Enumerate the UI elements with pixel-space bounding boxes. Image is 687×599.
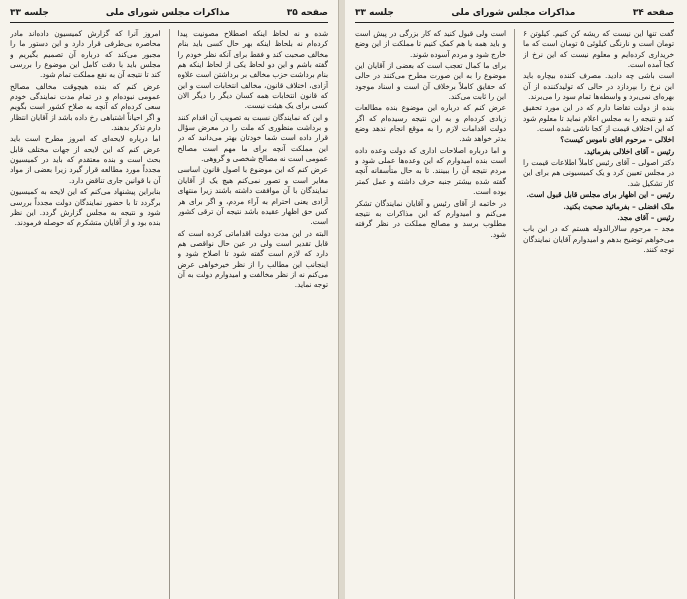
- paragraph: البته در این مدت دولت اقداماتی کرده است که قابل تقدیر است ولی در عین حال نواقصی هم دارد که لازم است گفته شود تا اصلاح شود و اینجانب این مطالب را از نظر خیرخواهی عرض می‌کنم نه از نظر مخالفت و امیدوارم دولت به آن توجه نماید.: [177, 228, 328, 290]
- paragraph: بنده از دولت تقاضا دارم که در این مورد تحقیق کند و نتیجه را به مجلس اعلام نماید تا معلوم شود که این اختلاف قیمت از کجا ناشی شده است.: [523, 103, 674, 134]
- page-title: مذاکرات مجلس شورای ملی: [105, 8, 230, 18]
- column-divider: [169, 29, 170, 599]
- paragraph: شده و نه لحاظ اینکه اصطلاح مصونیت پیدا کرده‌ام نه بلحاظ اینکه بهر حال کسی باید بنام مخالف صحبت کند و فقط برای آنکه نظر خودم را گفته باشم و این دو لحاظ یکی از لحاظ اینکه هم بنام برداشت حزب مخالف بر برداشتن است علاوه آزادی، اختلاف قانون، مخالف انتخابات است و این که قانون انتخابات همه کسان دیگر را دیگر الان کسی برای یک هیئت نیست.: [177, 29, 328, 111]
- paragraph: است ولی قبول کنید که کار بزرگی در پیش است و باید همه با هم کمک کنیم تا مملکت از این وضع خارج شود و مردم آسوده شوند.: [355, 29, 506, 59]
- page-left: [0, 0, 339, 599]
- text-columns: [355, 29, 674, 599]
- column-divider: [514, 29, 515, 599]
- page-header: [10, 6, 328, 23]
- paragraph: امروز آنرا که گزارش کمیسیون داده‌اند مادر محاصره بی‌طرفی قرار دارد و این دستور ما را مجبور می‌کند که درباره آن تصمیم بگیریم و مجلس باید با دقت کامل این موضوع را بررسی کند تا نتیجه آن به نفع مملکت تمام شود.: [10, 29, 161, 80]
- text-columns: [10, 29, 328, 599]
- paragraph: است باشی چه دادید. مصرف کننده بیچاره باید این نرخ را بپردازد در حالی که تولیدکننده از آن بهره‌ای نمی‌برد و واسطه‌ها تمام سود را می‌برند.: [523, 71, 674, 102]
- paragraph: و این که نمایندگان نسبت به تصویب آن اقدام کنند و برداشت منظوری که ملت را در معرض سؤال قرار داده است شما خودتان بهتر می‌دانید که در این مملکت آنچه برای ما مهم است مصالح عمومی است نه مصالح شخصی و گروهی.: [177, 112, 328, 164]
- speaker-line: اخلالی – مرحوم اقای ناموس کیست؟: [560, 135, 674, 145]
- paragraph: عرض کنم که این موضوع با اصول قانون اساسی مغایر است و تصور نمی‌کنم هیچ یک از آقایان نمایندگان با آن موافقت داشته باشند زیرا منتهای آزادی یعنی احترام به آراء مردم، و اگر برای هر کس حق اظهار عقیده باشد نتیجه آن ترقی کشور است.: [177, 165, 328, 227]
- page-right: [345, 0, 684, 599]
- session-number: جلسه ۳۳: [10, 8, 49, 18]
- paragraph: و اما درباره اصلاحات اداری که دولت وعده داده است بنده امیدوارم که این وعده‌ها عملی شود و مردم نتیجه آن را ببینند. تا به حال متأسفانه آنچه گفته شده بیشتر جنبه حرف داشته و عمل کمتر بوده است.: [355, 145, 506, 197]
- paragraph: در خاتمه از آقای رئیس و آقایان نمایندگان تشکر می‌کنم و امیدوارم که این مذاکرات به نتیجه مطلوب برسد و مصالح مملکت در نظر گرفته شود.: [355, 198, 506, 239]
- speaker-line: رئیس – این اظهار برای مجلس قابل قبول است.: [526, 190, 674, 200]
- text-column: [10, 29, 161, 599]
- speaker-line: دکتر اصولی – آقای رئیس کاملاً اطلاعات قیمت را در مجلس تعیین کرد و یک کمیسیونی هم برای این کار تشکیل شد.: [523, 158, 674, 188]
- page-number: صفحه ۳۴: [632, 8, 674, 18]
- paragraph: اما درباره لایحه‌ای که امروز مطرح است باید عرض کنم که این لایحه از جهات مختلف قابل بحث است و بنده معتقدم که باید در کمیسیون مجدداً مورد مطالعه قرار گیرد زیرا بعضی از مواد آن با قوانین جاری تناقض دارد.: [10, 134, 161, 185]
- text-column: [178, 29, 329, 599]
- paragraph: بنابراین پیشنهاد می‌کنم که این لایحه به کمیسیون برگردد تا با حضور نمایندگان دولت مجدداً بررسی شود و نتیجه به مجلس گزارش گردد. این نظر بنده بود و از آقایان متشکرم که حوصله فرمودند.: [10, 187, 161, 228]
- paragraph: عرض کنم که بنده هیچوقت مخالف مصالح عمومی نبوده‌ام و در تمام مدت نمایندگی خودم سعی کرده‌ام که آنچه به صلاح کشور است بگویم و اگر احیاناً اشتباهی رخ داده باشد از آقایان انتظار دارم تذکر بدهند.: [10, 81, 161, 133]
- page-number: صفحه ۳۵: [286, 8, 328, 18]
- speaker-line: ملک افضلی – بفرمائید صحبت بکنید.: [563, 201, 674, 211]
- page-title: مذاکرات مجلس شورای ملی: [451, 8, 576, 18]
- speaker-line: مجد – مرحوم سالارالدوله هستم که در این باب می‌خواهم توضیح بدهم و امیدوارم آقایان نمایندگان توجه کنند.: [523, 224, 674, 254]
- paragraph: گفت تنها این نیست که ریشه کن کنیم. کیلوتن ۶ تومان است و نارنگی کیلوئی ۵ تومان است که ما خریداری کرده‌ایم و معلوم نیست که این نرخ از کجا آمده است.: [523, 29, 674, 70]
- page-header: [355, 6, 674, 23]
- paragraph: برای ما کمال تعجب است که بعضی از آقایان این موضوع را به این صورت مطرح می‌کنند در حالی که حقایق کاملاً برخلاف آن است و اسناد موجود این را ثابت می‌کند.: [355, 61, 506, 102]
- speaker-line: رئیس – آقای اخلالی بفرمائید.: [584, 146, 674, 156]
- text-column: [355, 29, 506, 599]
- text-column: [523, 29, 674, 599]
- speaker-line: رئیس – آقای مجد.: [617, 212, 674, 222]
- paragraph: عرض کنم که درباره این موضوع بنده مطالعات زیادی کرده‌ام و به این نتیجه رسیده‌ام که اگر دولت اقدامات لازم را به موقع انجام ندهد وضع بدتر خواهد شد.: [355, 103, 506, 144]
- session-number: جلسه ۳۳: [355, 8, 394, 18]
